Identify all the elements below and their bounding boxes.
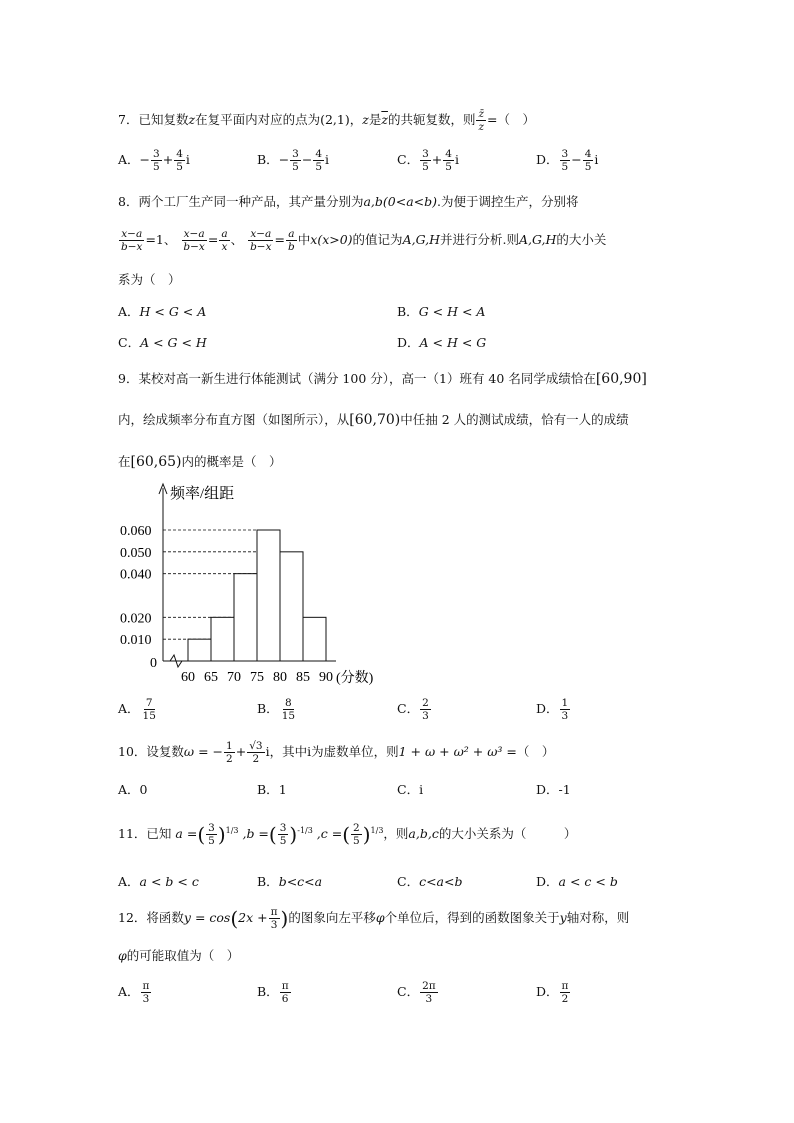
question-9-stem-line2: 内，绘成频率分布直方图（如图所示），从[60,70)中任抽 2 人的测试成绩，恰有一人的成绩 [118,412,629,428]
y-tick-label: 0.040 [120,567,152,583]
histogram-bar [280,552,303,661]
question-10-option-d[interactable]: D．-1 [536,782,571,797]
x-tick-label: 90 [319,670,333,685]
question-10-option-b[interactable]: B．1 [257,782,287,797]
x-tick-label: 80 [273,670,287,685]
question-8-option-c[interactable]: C．A < G < H [118,335,207,350]
x-tick-label: 65 [204,670,218,685]
question-7-option-c[interactable]: C． $\frac{3}{5}$ + $\frac{4}{5}$ i [397,148,459,173]
question-10-option-c[interactable]: C．i [397,782,424,797]
question-9-option-a[interactable]: A． $\frac{7}{15}$ [118,697,156,722]
y-tick-label: 0.060 [120,524,152,539]
question-9-option-d[interactable]: D． $\frac{1}{3}$ [536,697,569,722]
question-11-stem: 11．已知 a =( $\frac{3}{5}$ )$^{1/3}$ ,b =( $\frac{3}{5}$ )$^{-1/3}$ ,c =( $\frac{2}{5}$ )$^{1/3}$，则a,b,c的大小关系为（ ） [118,822,577,847]
question-12-option-c[interactable]: C． $\frac{2\pi}{3}$ [397,980,436,1005]
y-axis-label: 频率/组距 [170,486,235,502]
question-12-option-d[interactable]: D． $\frac{\pi}{2}$ [536,980,569,1005]
question-9-option-b[interactable]: B． $\frac{8}{15}$ [257,697,296,722]
question-9-stem-line1: 9．某校对高一新生进行体能测试（满分 100 分），高一（1）班有 40 名同学成绩恰在[60,90] [118,371,647,387]
question-7-stem: 7．已知复数z在复平面内对应的点为(2,1)，z是$\overline{z}$的共轭复数，则 $\frac{z̄}{z}$ =（ ） [118,108,535,133]
question-9-stem-line3: 在[60,65)内的概率是（ ） [118,454,282,470]
question-12-option-a[interactable]: A． $\frac{\pi}{3}$ [118,980,150,1005]
x-tick-label: 85 [296,670,310,685]
question-8-option-b[interactable]: B．G < H < A [397,304,486,319]
question-11-option-d[interactable]: D．a < c < b [536,874,618,889]
x-tick-label: 70 [227,670,241,685]
y-tick-label: 0.010 [120,633,152,649]
question-7-option-d[interactable]: D． $\frac{3}{5}$ − $\frac{4}{5}$ i [536,148,599,173]
frequency-histogram [118,478,398,688]
y-tick-label: 0.050 [120,545,152,561]
question-7-option-b[interactable]: B．− $\frac{3}{5}$ − $\frac{4}{5}$ i [257,148,330,173]
question-11-option-c[interactable]: C．c<a<b [397,874,463,889]
x-axis-label: (分数) [336,671,374,686]
histogram-bar [188,639,211,661]
histogram-bar [303,617,326,661]
question-8-option-a[interactable]: A．H < G < A [118,304,207,319]
origin-label: 0 [150,656,157,671]
histogram-bar [211,617,234,661]
question-7-option-a[interactable]: A．− $\frac{3}{5}$ + $\frac{4}{5}$ i [118,148,190,173]
histogram-bar [234,574,257,661]
question-8-stem-line3: 系为（ ） [118,272,181,287]
question-11-option-a[interactable]: A．a < b < c [118,874,199,889]
question-10-stem: 10．设复数ω = − $\frac{1}{2}$ + $\frac{√3}{2}$ i，其中i为虚数单位，则1 + ω + ω² + ω³ =（ ） [118,740,555,765]
question-11-option-b[interactable]: B．b<c<a [257,874,323,889]
question-12-option-b[interactable]: B． $\frac{\pi}{6}$ [257,980,289,1005]
histogram-bar [257,530,280,661]
question-12-stem-line1: 12．将函数y = cos(2x + $\frac{\pi}{3}$ )的图象向左平移φ个单位后，得到的函数图象关于y轴对称，则 [118,906,630,931]
x-tick-label: 60 [181,670,195,685]
y-tick-label: 0.020 [120,611,152,627]
question-8-option-d[interactable]: D．A < H < G [397,335,487,350]
x-tick-label: 75 [250,670,264,685]
question-10-option-a[interactable]: A．0 [118,782,148,797]
question-12-stem-line2: φ的可能取值为（ ） [118,948,240,963]
question-8-stem-line1: 8．两个工厂生产同一种产品，其产量分别为a,b(0<a<b).为便于调控生产，分别将 [118,194,579,209]
question-9-option-c[interactable]: C． $\frac{2}{3}$ [397,697,429,722]
question-8-stem-line2: $\frac{x-a}{b-x}$ =1、 $\frac{x-a}{b-x}$ = $\frac{a}{x}$ 、 $\frac{x-a}{b-x}$ = $\frac{a}{b}$ 中x(x>0)的值记为A,G,H并进行分析.则A,G,H的大小关 [121,228,607,253]
